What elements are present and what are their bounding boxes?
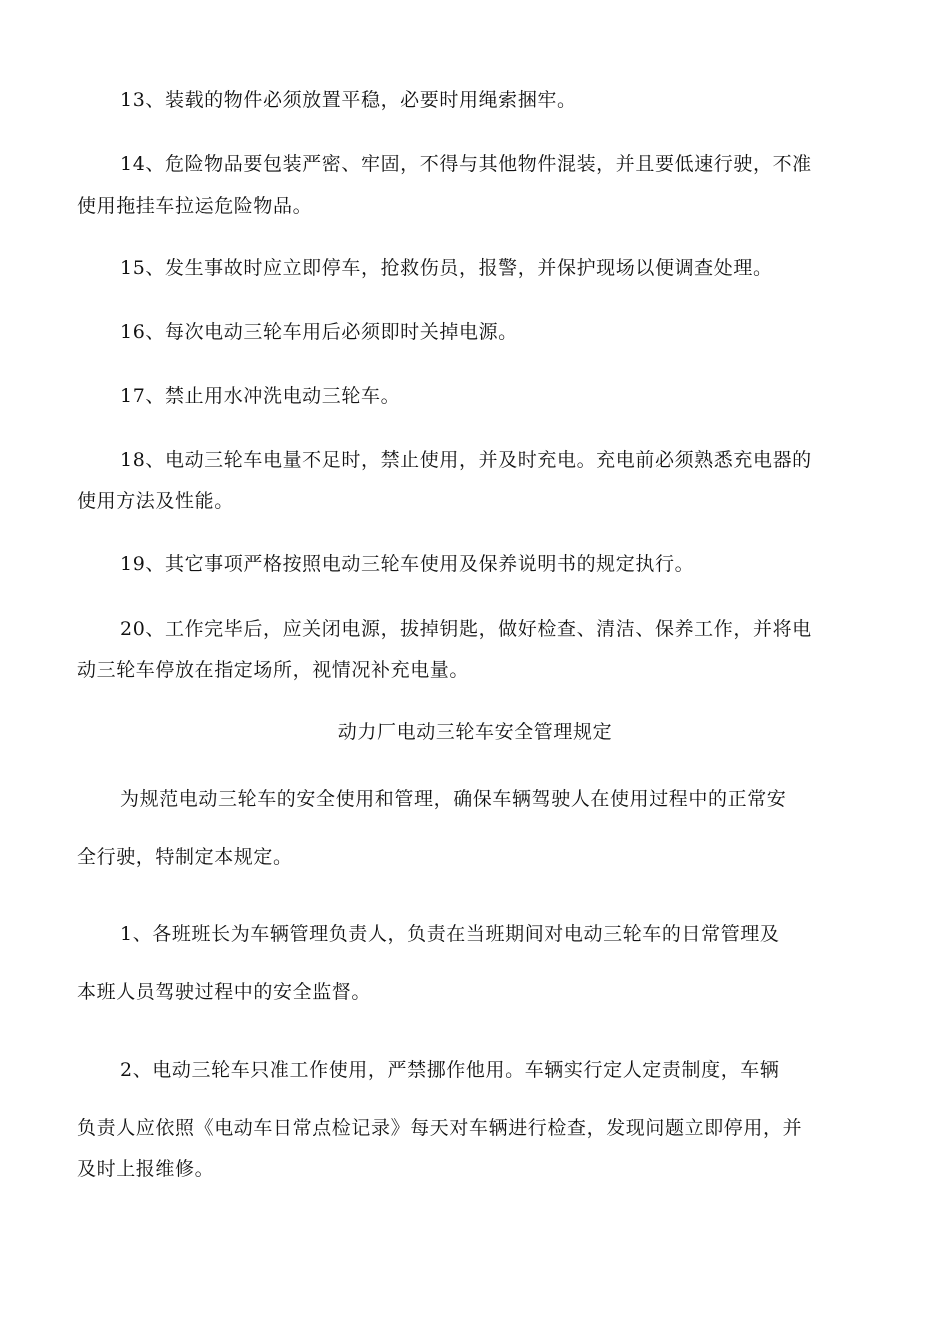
intro-line-2: 全行驶，特制定本规定。 bbox=[77, 846, 293, 868]
item-16-line-1: 16、每次电动三轮车用后必须即时关掉电源。 bbox=[120, 321, 518, 343]
rule-1-line-1: 1、各班班长为车辆管理负责人，负责在当班期间对电动三轮车的日常管理及 bbox=[120, 923, 780, 945]
item-14-line-2: 使用拖挂车拉运危险物品。 bbox=[77, 195, 313, 217]
item-20-line-1: 20、工作完毕后，应关闭电源，拔掉钥匙，做好检查、清洁、保养工作，并将电 bbox=[120, 618, 812, 640]
item-13-line-1: 13、装载的物件必须放置平稳，必要时用绳索捆牢。 bbox=[120, 89, 577, 111]
item-19-line-1: 19、其它事项严格按照电动三轮车使用及保养说明书的规定执行。 bbox=[120, 553, 695, 575]
rule-2-line-1: 2、电动三轮车只准工作使用，严禁挪作他用。车辆实行定人定责制度，车辆 bbox=[120, 1059, 780, 1081]
item-17-line-1: 17、禁止用水冲洗电动三轮车。 bbox=[120, 385, 401, 407]
rule-1-line-2: 本班人员驾驶过程中的安全监督。 bbox=[77, 981, 372, 1003]
rule-2-line-2: 负责人应依照《电动车日常点检记录》每天对车辆进行检查，发现问题立即停用，并 bbox=[77, 1117, 803, 1139]
intro-line-1: 为规范电动三轮车的安全使用和管理，确保车辆驾驶人在使用过程中的正常安 bbox=[120, 788, 787, 810]
item-18-line-1: 18、电动三轮车电量不足时，禁止使用，并及时充电。充电前必须熟悉充电器的 bbox=[120, 449, 812, 471]
item-15-line-1: 15、发生事故时应立即停车，抢救伤员，报警，并保护现场以便调查处理。 bbox=[120, 257, 773, 279]
item-20-line-2: 动三轮车停放在指定场所，视情况补充电量。 bbox=[77, 659, 470, 681]
section-title: 动力厂电动三轮车安全管理规定 bbox=[337, 721, 613, 743]
rule-2-line-3: 及时上报维修。 bbox=[77, 1158, 215, 1180]
item-18-line-2: 使用方法及性能。 bbox=[77, 490, 234, 512]
item-14-line-1: 14、危险物品要包装严密、牢固，不得与其他物件混装，并且要低速行驶，不准 bbox=[120, 153, 812, 175]
